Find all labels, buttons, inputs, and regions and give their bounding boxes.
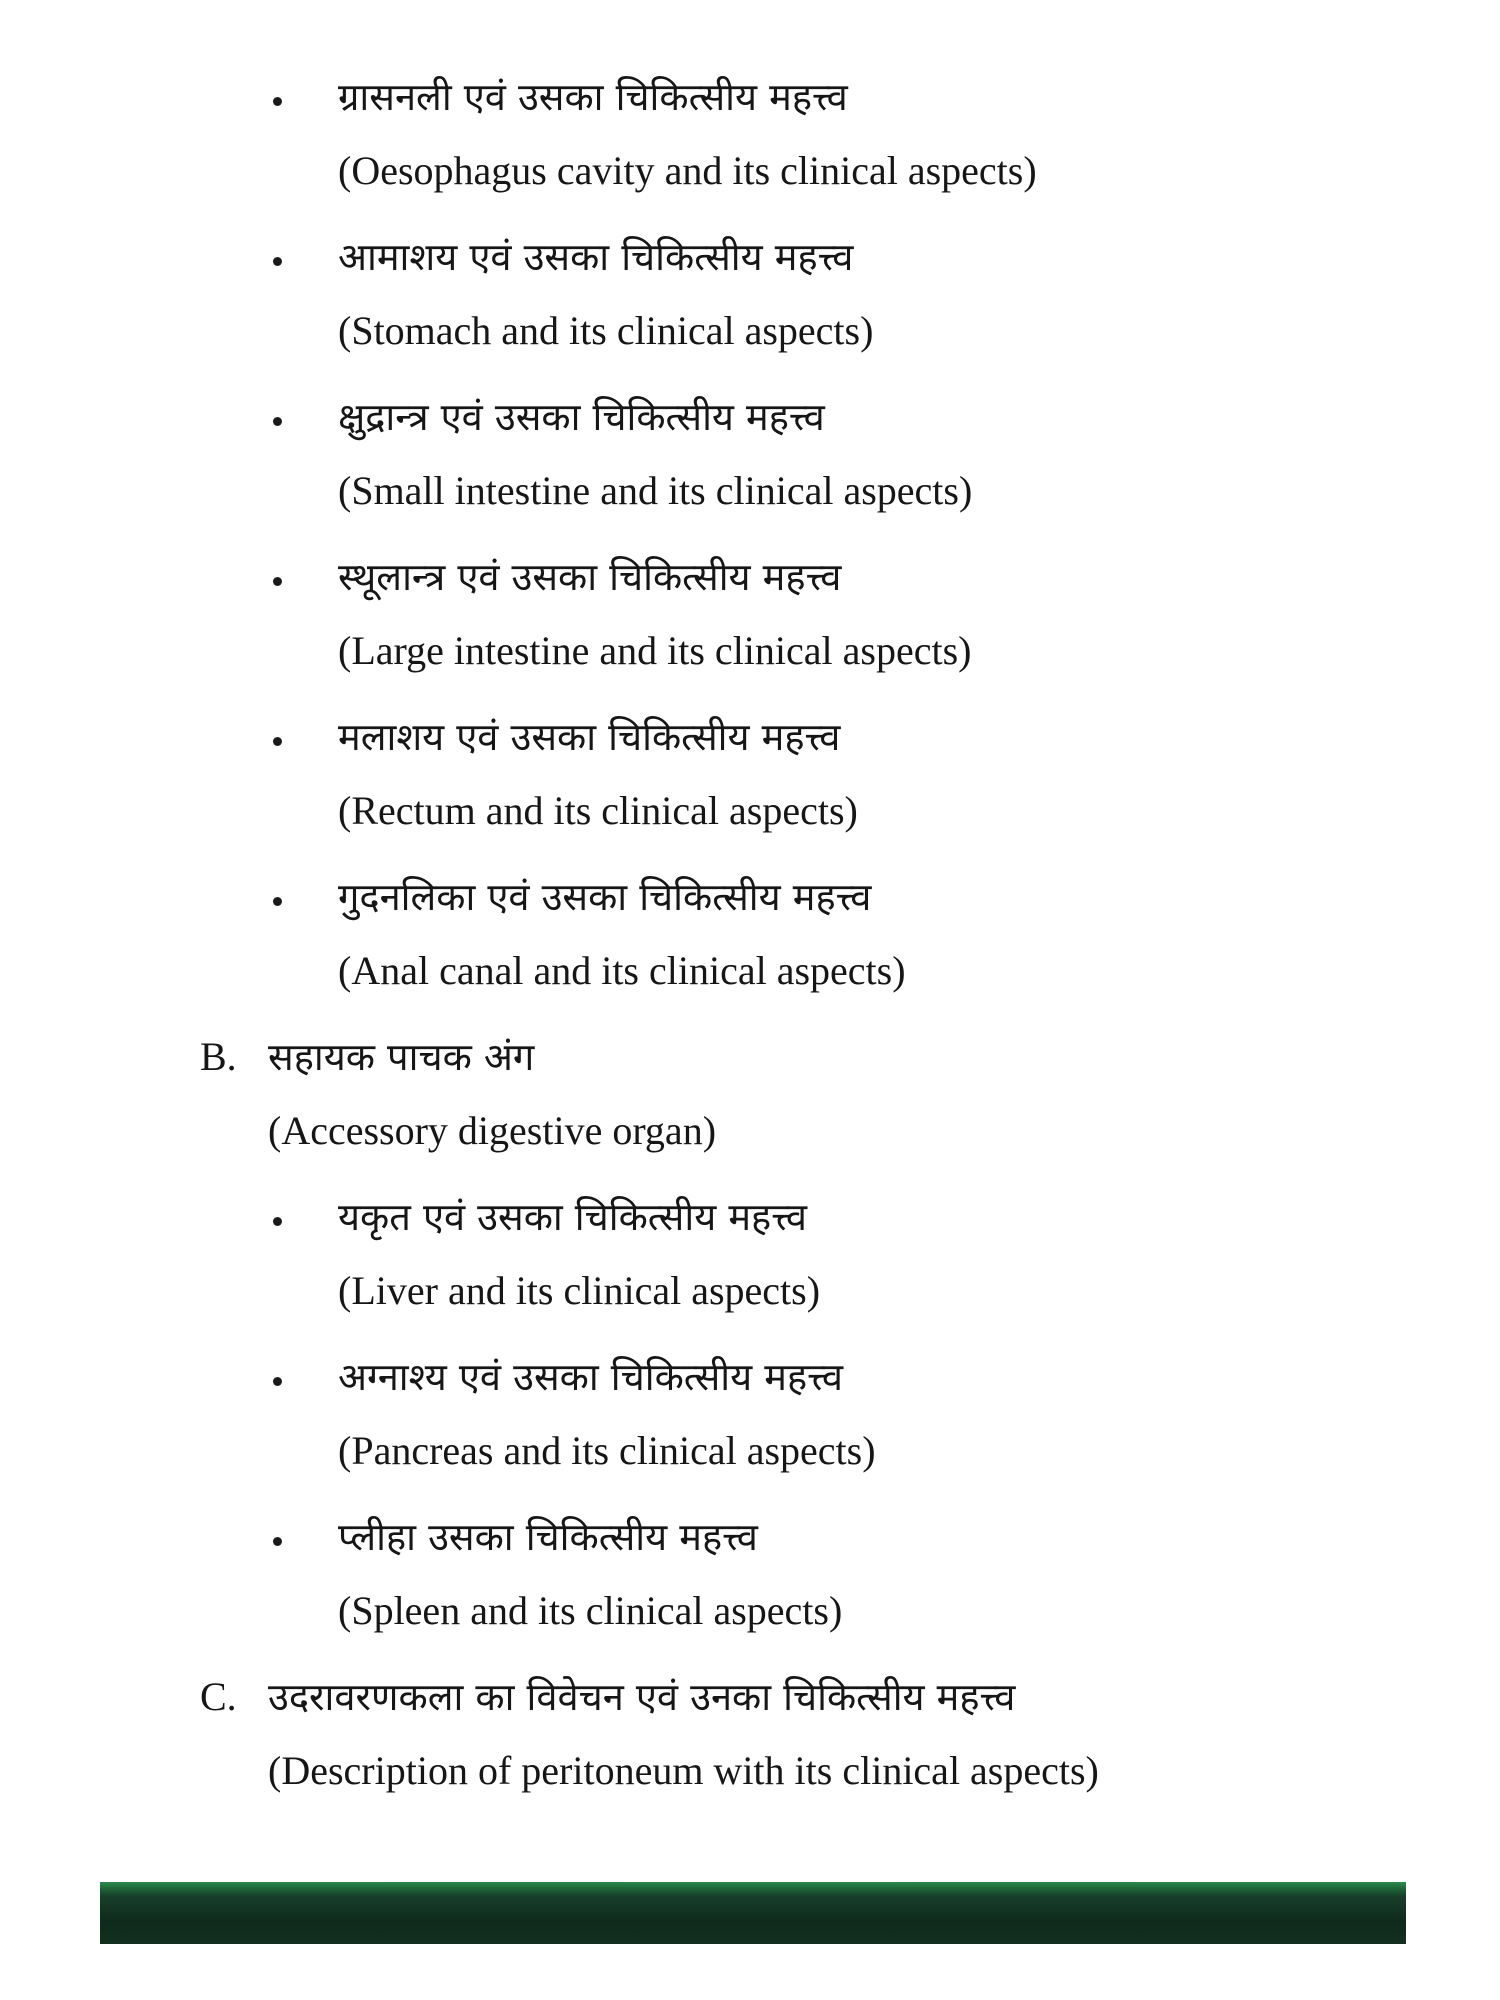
item-english-text: (Pancreas and its clinical aspects) [338, 1428, 876, 1473]
item-english-text: (Spleen and its clinical aspects) [338, 1588, 843, 1633]
section-b-letter: B. [200, 1034, 237, 1079]
list-item-pancreas [338, 1352, 876, 1476]
item-hindi-text: क्षुद्रान्त्र एवं उसका चिकित्सीय महत्त्व [338, 395, 825, 439]
list-item-rectum [338, 712, 858, 836]
bullet-icon [273, 1377, 282, 1386]
list-item-liver [338, 1192, 820, 1316]
item-hindi-text: ग्रासनली एवं उसका चिकित्सीय महत्त्व [338, 75, 848, 119]
section-c-english-text: (Description of peritoneum with its clinical aspects) [268, 1748, 1099, 1793]
item-hindi-text: प्लीहा उसका चिकित्सीय महत्त्व [338, 1515, 758, 1559]
list-item-anal-canal [338, 872, 906, 996]
bullet-icon [273, 737, 282, 746]
bullet-icon [273, 897, 282, 906]
item-english-text: (Anal canal and its clinical aspects) [338, 948, 906, 993]
bullet-icon [273, 1537, 282, 1546]
item-english-text: (Large intestine and its clinical aspects) [338, 628, 972, 673]
item-english-text: (Small intestine and its clinical aspects) [338, 468, 973, 513]
bullet-icon [273, 257, 282, 266]
bullet-icon [273, 417, 282, 426]
bullet-icon [273, 577, 282, 586]
section-b-hindi-text: सहायक पाचक अंग [268, 1035, 535, 1079]
item-hindi-text: अग्नाश्य एवं उसका चिकित्सीय महत्त्व [338, 1355, 843, 1399]
list-item-spleen [338, 1512, 842, 1636]
list-item-small-intestine [338, 392, 972, 516]
item-english-text: (Stomach and its clinical aspects) [338, 308, 874, 353]
item-hindi-text: स्थूलान्त्र एवं उसका चिकित्सीय महत्त्व [338, 555, 842, 599]
list-item-large-intestine [338, 552, 971, 676]
item-hindi-text: आमाशय एवं उसका चिकित्सीय महत्त्व [338, 235, 854, 279]
bullet-icon [273, 97, 282, 106]
item-hindi-text: मलाशय एवं उसका चिकित्सीय महत्त्व [338, 715, 841, 759]
section-b-english-text: (Accessory digestive organ) [268, 1108, 717, 1153]
section-c-heading [268, 1672, 1099, 1796]
list-item-stomach [338, 232, 873, 356]
item-hindi-text: यकृत एवं उसका चिकित्सीय महत्त्व [338, 1195, 808, 1239]
section-c-letter: C. [200, 1674, 237, 1719]
footer-decorative-band [100, 1882, 1406, 1944]
item-hindi-text: गुदनलिका एवं उसका चिकित्सीय महत्त्व [338, 875, 872, 919]
section-c-hindi-text: उदरावरणकला का विवेचन एवं उनका चिकित्सीय महत्त्व [268, 1675, 1016, 1719]
item-english-text: (Liver and its clinical aspects) [338, 1268, 821, 1313]
item-english-text: (Oesophagus cavity and its clinical aspects) [338, 148, 1037, 193]
list-item-oesophagus [338, 72, 1037, 196]
item-english-text: (Rectum and its clinical aspects) [338, 788, 858, 833]
bullet-icon [273, 1217, 282, 1226]
section-b-heading [268, 1032, 716, 1156]
